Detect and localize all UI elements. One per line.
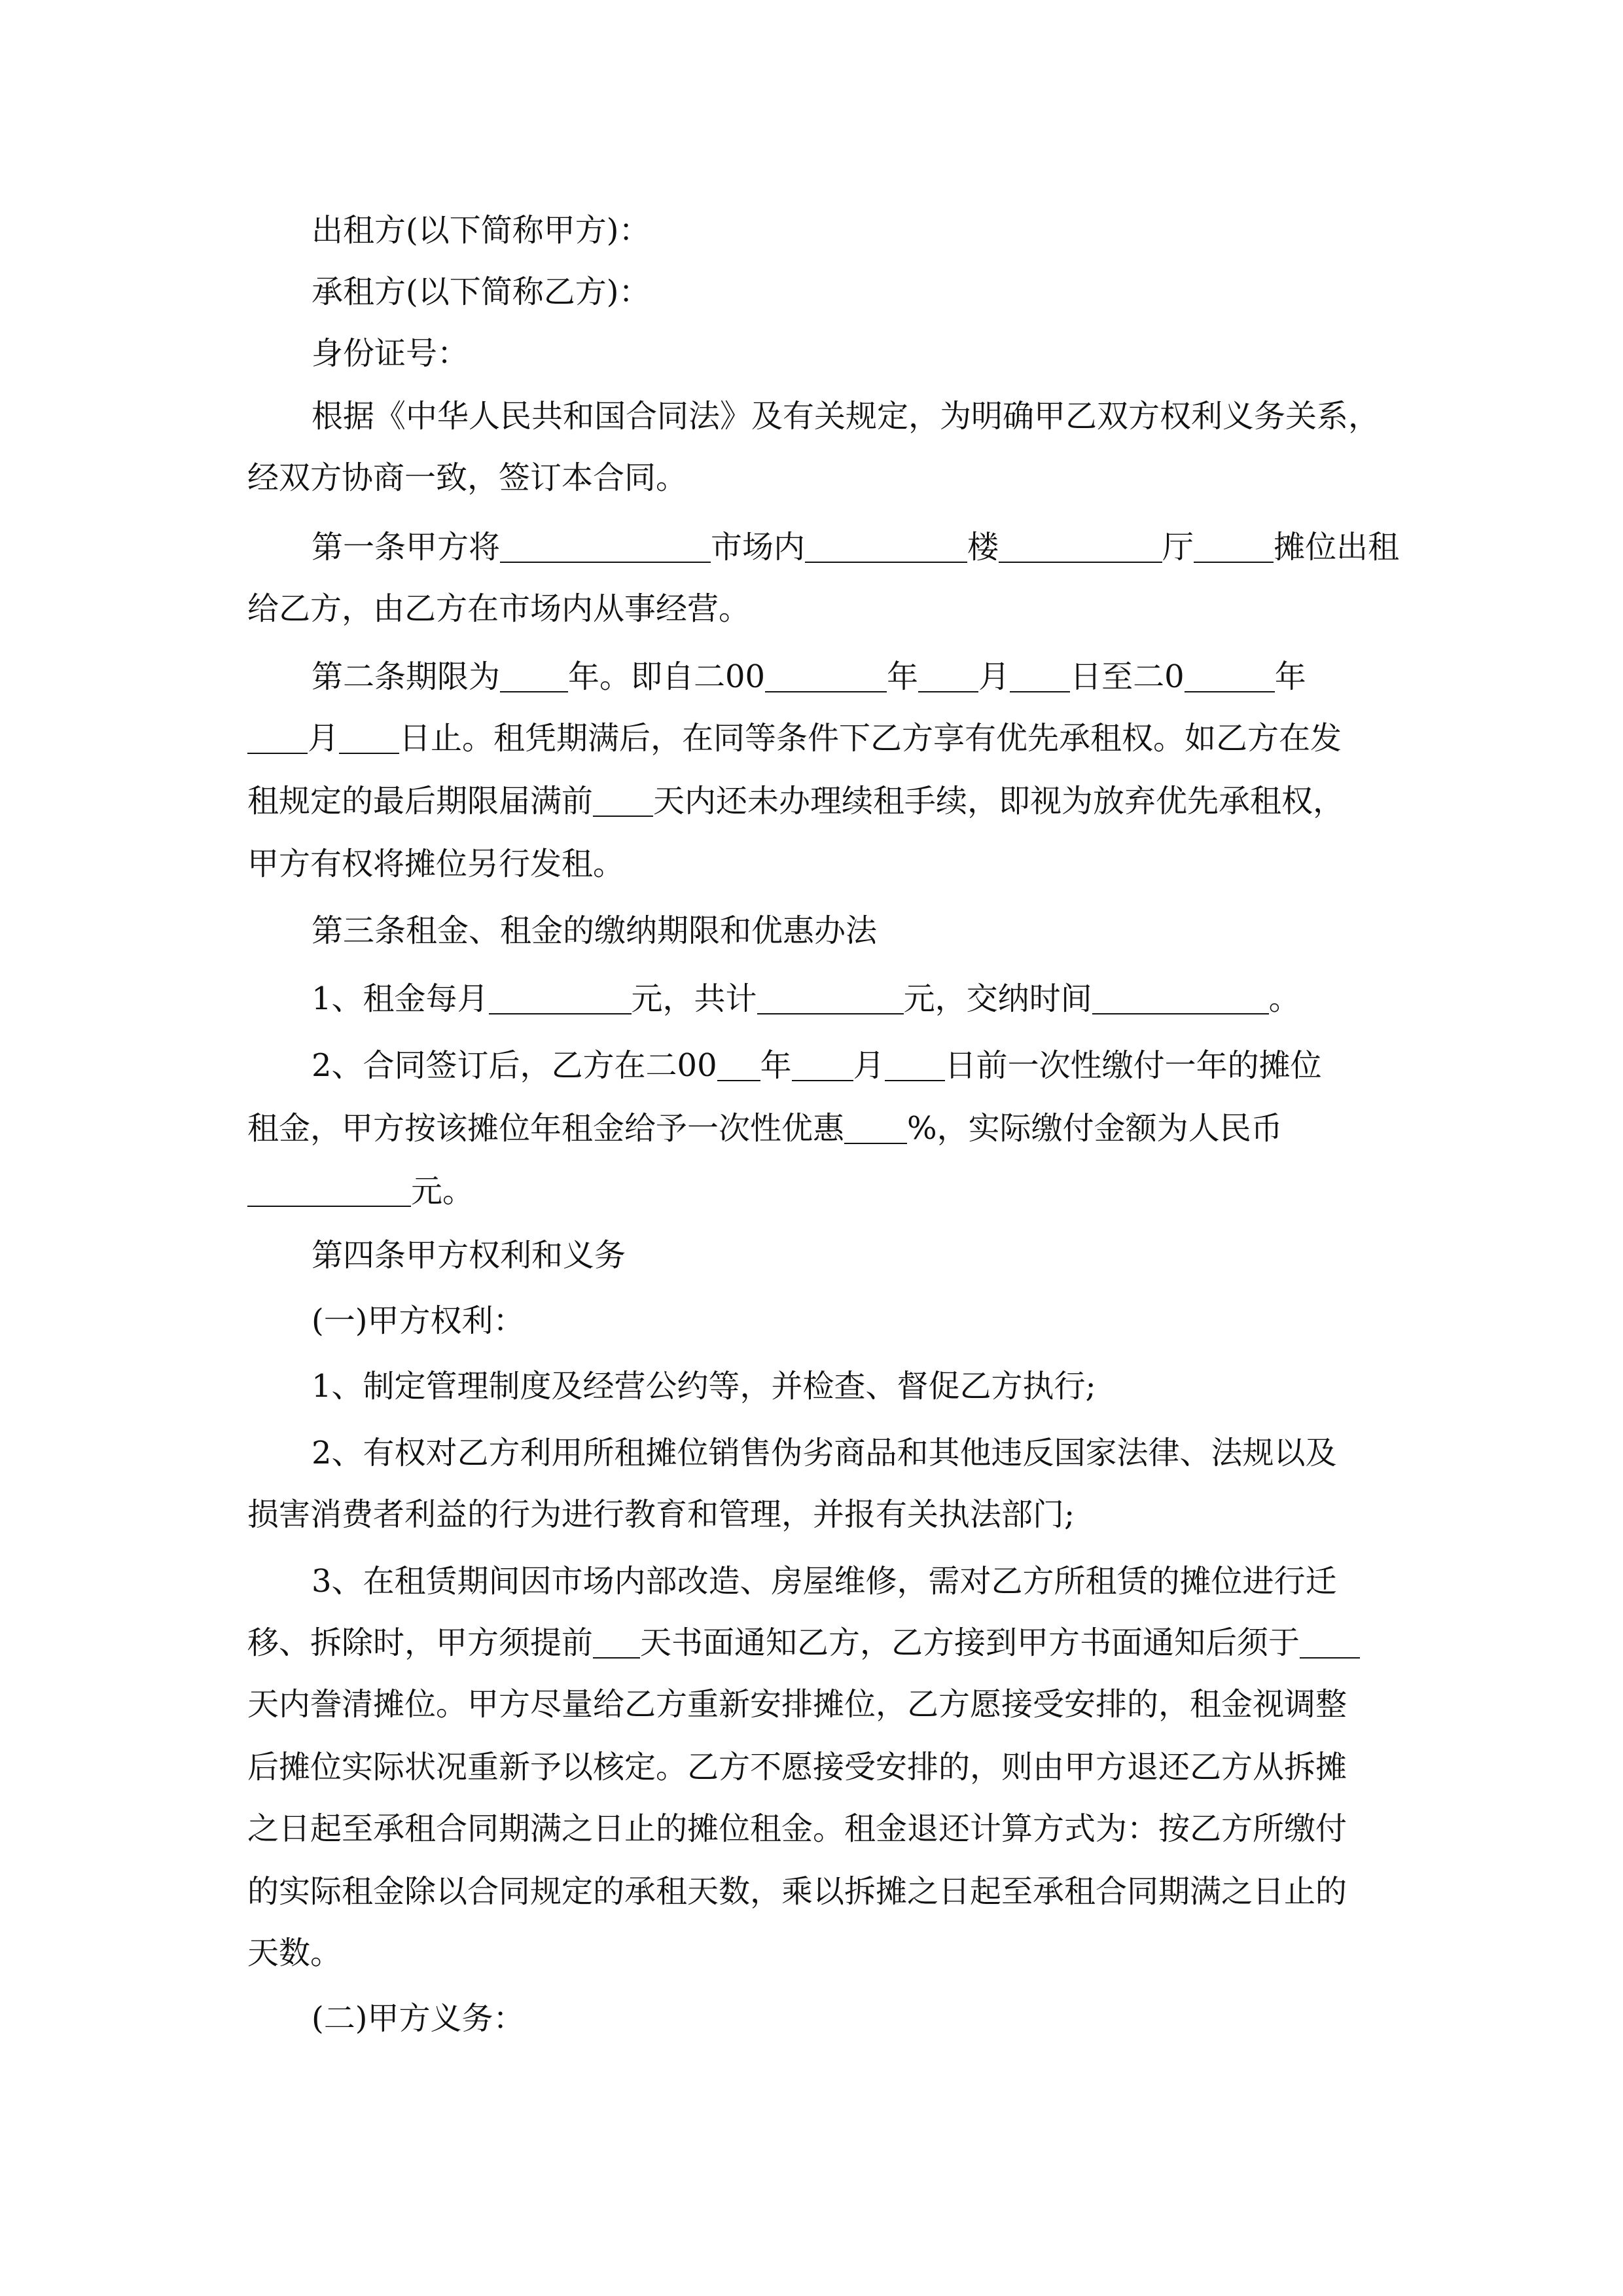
- line-preamble-1: 根据《中华人民共和国合同法》及有关规定，为明确甲乙双方权利义务关系，: [312, 398, 1380, 435]
- blank-field: [339, 721, 399, 754]
- blank-field: [765, 660, 887, 692]
- blank-field: [247, 1174, 411, 1207]
- line-preamble-2: 经双方协商一致，签订本合同。: [247, 459, 688, 496]
- line-article3-item1: 1、租金每月 元，共计 元，交纳时间 。: [312, 980, 1300, 1017]
- blank-field: [500, 530, 711, 563]
- line-rights-item1: 1、制定管理制度及经营公约等，并检查、督促乙方执行;: [312, 1368, 1096, 1405]
- line-rights-item2-2: 损害消费者利益的行为进行教育和管理，并报有关执法部门;: [247, 1496, 1075, 1533]
- blank-field: [1010, 660, 1070, 692]
- line-article2-4: 甲方有权将摊位另行发租。: [247, 846, 625, 882]
- blank-field: [489, 982, 632, 1014]
- line-rights-item3-5: 之日起至承租合同期满之日止的摊位租金。租金退还计算方式为：按乙方所缴付: [247, 1810, 1347, 1847]
- blank-field: [1300, 1626, 1360, 1659]
- line-lessor-rights-title: (一)甲方权利：: [312, 1302, 525, 1339]
- blank-field: [717, 1049, 760, 1081]
- blank-field: [1194, 530, 1274, 563]
- line-rights-item3-6: 的实际租金除以合同规定的承租天数，乘以拆摊之日起至承租合同期满之日止的: [247, 1873, 1347, 1910]
- line-article3-item2-3: 元。: [247, 1172, 474, 1211]
- line-article3-item2-1: 2、合同签订后，乙方在二00 年 月 日前一次性缴付一年的摊位: [312, 1047, 1322, 1084]
- blank-field: [918, 660, 978, 692]
- blank-field: [593, 784, 653, 817]
- blank-field: [500, 660, 568, 692]
- blank-field: [593, 1626, 640, 1659]
- line-article4-title: 第四条甲方权利和义务: [312, 1237, 626, 1274]
- line-lessee: 承租方(以下简称乙方)：: [312, 274, 651, 310]
- line-rights-item3-4: 后摊位实际状况重新予以核定。乙方不愿接受安排的，则由甲方退还乙方从拆摊: [247, 1749, 1347, 1785]
- line-article2-2: 月 日止。租凭期满后，在同等条件下乙方享有优先承租权。如乙方在发: [247, 719, 1342, 758]
- line-rights-item3-2: 移、拆除时，甲方须提前 天书面通知乙方，乙方接到甲方书面通知后须于: [247, 1623, 1360, 1662]
- line-lessor: 出租方(以下简称甲方)：: [312, 212, 651, 249]
- line-article3-title: 第三条租金、租金的缴纳期限和优惠办法: [312, 912, 878, 949]
- blank-field: [844, 1111, 907, 1144]
- line-rights-item2-1: 2、有权对乙方利用所租摊位销售伪劣商品和其他违反国家法律、法规以及: [312, 1435, 1337, 1471]
- blank-field: [247, 721, 308, 754]
- blank-field: [999, 530, 1162, 563]
- blank-field: [805, 530, 967, 563]
- line-article1-1: 第一条甲方将 市场内 楼 厅 摊位出租: [312, 529, 1400, 565]
- blank-field: [757, 982, 904, 1014]
- line-article2-1: 第二条期限为 年。即自二00 年 月 日至二0 年: [312, 658, 1306, 695]
- line-article2-3: 租规定的最后期限届满前 天内还未办理续租手续，即视为放弃优先承租权，: [247, 783, 1345, 819]
- line-article3-item2-2: 租金，甲方按该摊位年租金给予一次性优惠 %，实际缴付金额为人民币: [247, 1110, 1283, 1147]
- blank-field: [1185, 660, 1275, 692]
- line-lessor-duties-title: (二)甲方义务：: [312, 2000, 525, 2037]
- blank-field: [1092, 982, 1269, 1014]
- line-rights-item3-1: 3、在租赁期间因市场内部改造、房屋维修，需对乙方所租赁的摊位进行迁: [312, 1563, 1337, 1600]
- blank-field: [885, 1049, 945, 1081]
- line-id-number: 身份证号：: [312, 335, 469, 372]
- line-rights-item3-7: 天数。: [247, 1935, 342, 1971]
- line-rights-item3-3: 天内誊清摊位。甲方尽量给乙方重新安排摊位，乙方愿接受安排的，租金视调整: [247, 1686, 1347, 1723]
- line-article1-2: 给乙方，由乙方在市场内从事经营。: [247, 590, 751, 627]
- blank-field: [792, 1049, 853, 1081]
